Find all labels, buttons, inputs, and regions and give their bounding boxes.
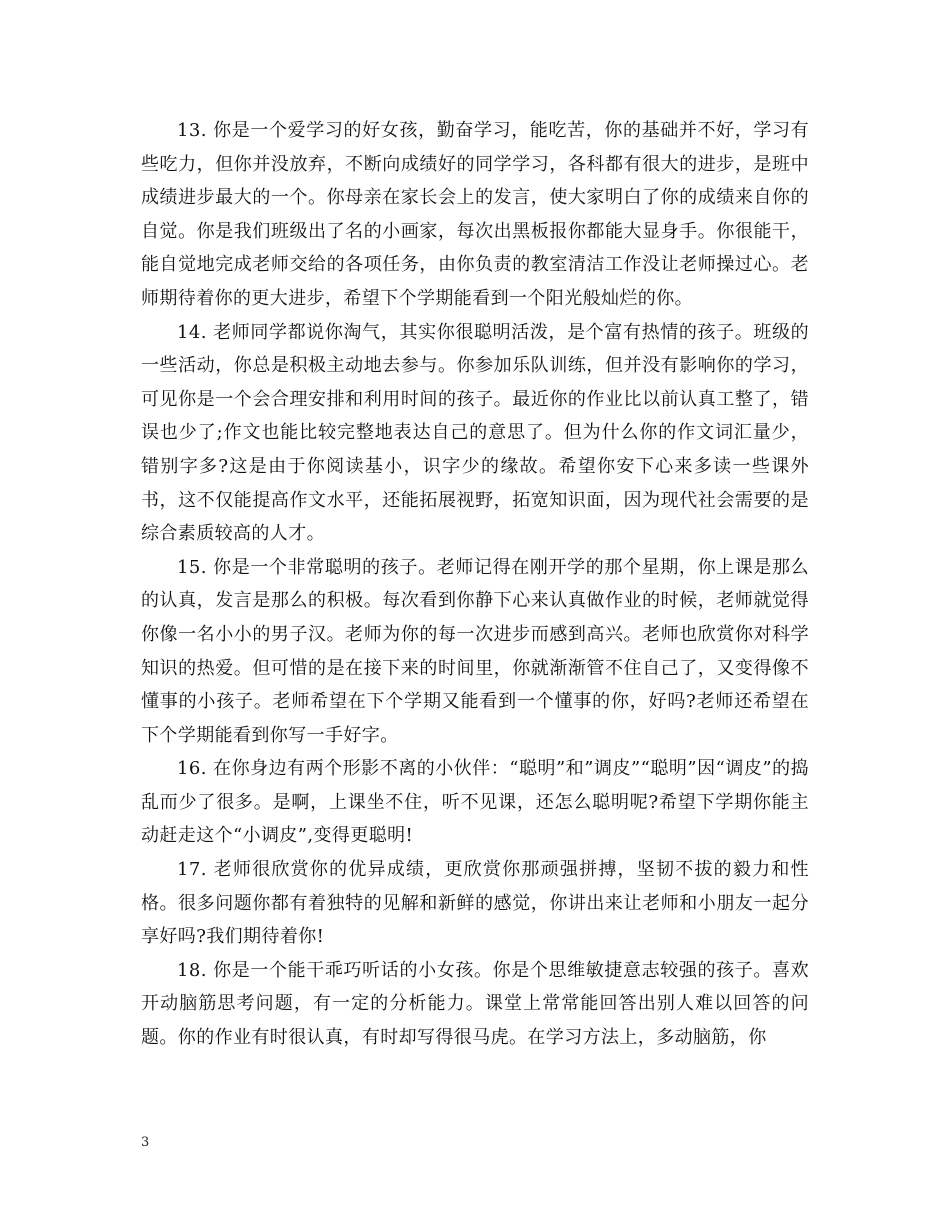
paragraph-13: 13. 你是一个爱学习的好女孩，勤奋学习，能吃苦，你的基础并不好，学习有些吃力，但你并没放弃，不断向成绩好的同学学习，各科都有很大的进步，是班中成绩进步最大的一个。你母亲在家长会上的发言，使大家明白了你的成绩来自你的自觉。你是我们班级出了名的小画家，每次出黑板报你都能大显身手。你很能干，能自觉地完成老师交给的各项任务，由你负责的教室清洁工作没让老师操过心。老师期待着你的更大进步，希望下个学期能看到一个阳光般灿烂的你。 xyxy=(141,120,809,309)
document-body xyxy=(141,114,809,1055)
page-number: 3 xyxy=(141,1135,150,1150)
paragraph-15: 15. 你是一个非常聪明的孩子。老师记得在刚开学的那个星期，你上课是那么的认真，发言是那么的积极。每次看到你静下心来认真做作业的时候，老师就觉得你像一名小小的男子汉。老师为你的每一次进步而感到高兴。老师也欣赏你对科学知识的热爱。但可惜的是在接下来的时间里，你就渐渐管不住自己了，又变得像不懂事的小孩子。老师希望在下个学期又能看到一个懂事的你，好吗?老师还希望在下个学期能看到你写一手好字。 xyxy=(141,556,809,746)
paragraph-17: 17. 老师很欣赏你的优异成绩，更欣赏你那顽强拼搏，坚韧不拔的毅力和性格。很多问题你都有着独特的见解和新鲜的感觉，你讲出来让老师和小朋友一起分享好吗?我们期待着你! xyxy=(141,859,809,948)
paragraph-16: 16. 在你身边有两个形影不离的小伙伴：“聪明”和”调皮”“聪明”因“调皮”的捣乱而少了很多。是啊，上课坐不住，听不见课，还怎么聪明呢?希望下学期你能主动赶走这个“小调皮”,变得更聪明! xyxy=(141,758,809,847)
paragraph-14: 14. 老师同学都说你淘气，其实你很聪明活泼，是个富有热情的孩子。班级的一些活动，你总是积极主动地去参与。你参加乐队训练，但并没有影响你的学习，可见你是一个会合理安排和利用时间的孩子。最近你的作业比以前认真工整了，错误也少了;作文也能比较完整地表达自己的意思了。但为什么你的作文词汇量少，错别字多?这是由于你阅读基小，识字少的缘故。希望你安下心来多读一些课外书，这不仅能提高作文水平，还能拓展视野，拓宽知识面，因为现代社会需要的是综合素质较高的人才。 xyxy=(141,321,809,545)
paragraph-18: 18. 你是一个能干乖巧听话的小女孩。你是个思维敏捷意志较强的孩子。喜欢开动脑筋思考问题，有一定的分析能力。课堂上常常能回答出别人难以回答的问题。你的作业有时很认真，有时却写得很马虎。在学习方法上，多动脑筋，你 xyxy=(141,959,809,1049)
